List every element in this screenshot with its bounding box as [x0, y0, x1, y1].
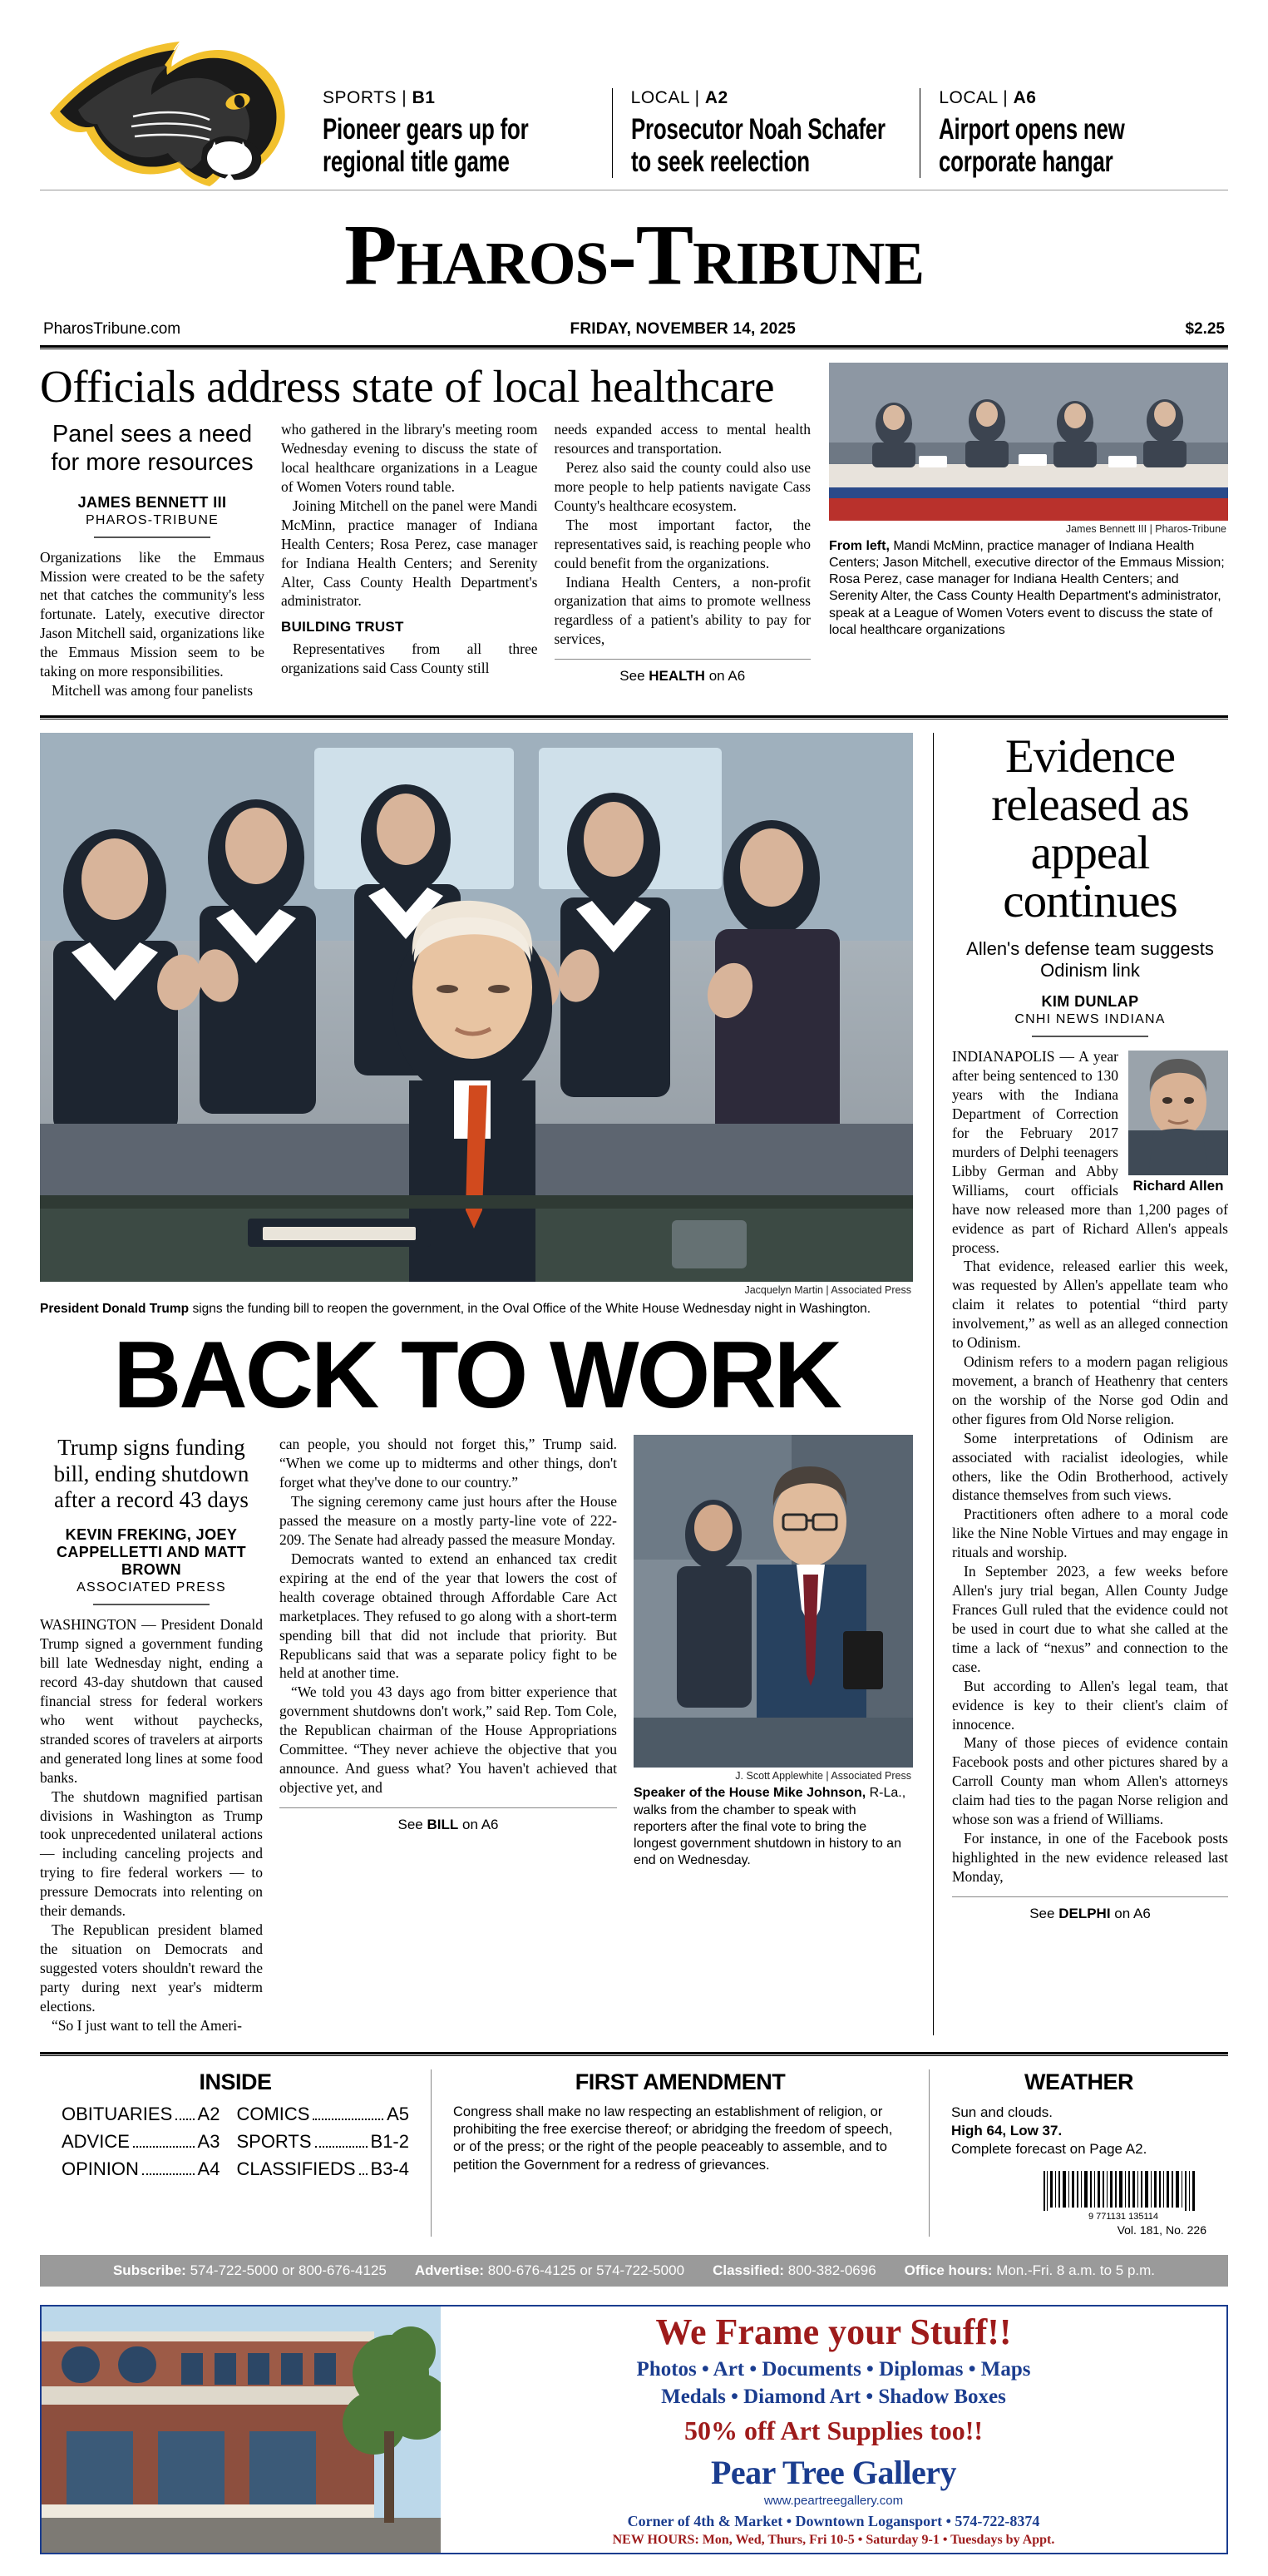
top-story-jumpline[interactable]: See HEALTH on A6	[555, 659, 812, 685]
johnson-photo-credit: J. Scott Applewhite | Associated Press	[735, 1770, 911, 1782]
subscribe-contact-bar	[40, 2255, 1228, 2287]
byline-rule	[1032, 1036, 1148, 1037]
richard-allen-mugshot-block	[1128, 1051, 1228, 1194]
ad-hours: NEW HOURS: Mon, Wed, Thurs, Fri 10-5 • Saturday 9-1 • Tuesdays by Appt.	[612, 2533, 1055, 2547]
pear-tree-gallery-ad[interactable]	[40, 2305, 1228, 2554]
mike-johnson-photo	[634, 1435, 913, 1768]
teaser-headline-sports: Pioneer gears up for regional title game	[323, 112, 529, 178]
top-story-paragraph: who gathered in the library's meeting room Wednesday evening to discuss the state of local healthcare organizations in a League of Women Voters round table.	[281, 421, 538, 495]
top-story-col-1	[40, 420, 264, 700]
panther-mascot-logo	[40, 23, 314, 190]
johnson-photo-caption: Speaker of the House Mike Johnson, R-La., walks from the chamber to speak with reporters after the final vote to bring the longest government shutdown in history to an end on Wednesday.	[634, 1786, 906, 1867]
rail-story-paragraph: INDIANAPOLIS — A year after being sentenced to 130 years with the Indiana Department of Correction for the February 2017 murders of Delphi teenagers Libby German and Abby Williams, court officials have now released more than 1,200 pages of evidence as part of Richard Allen's appeals process.	[952, 1048, 1228, 1256]
richard-allen-mugshot	[1128, 1051, 1228, 1175]
leader-dots	[315, 2146, 368, 2148]
rail-story-paragraph: Many of those pieces of evidence contain Facebook posts and other pictures shared by a Carroll County man whom Allen's attorneys claim had ties to the pagan Norse religion and whose son was a friend of Williams.	[952, 1734, 1228, 1828]
main-story-paragraph: The Republican president blamed the situation on Democrats and suggested voters shouldn't reward the party during next year's midterm elections.	[40, 1921, 263, 2015]
ad-services-line-2: Medals • Diamond Art • Shadow Boxes	[661, 2385, 1006, 2408]
teaser-headline-local-a2: Prosecutor Noah Schafer to seek reelection	[630, 112, 886, 178]
hero-photo-caption: President Donald Trump signs the funding bill to reopen the government, in the Oval Office of the White House Wednesday night in Washington.	[40, 1302, 871, 1316]
leader-dots	[359, 2173, 368, 2175]
index-item[interactable]: SPORTS B1-2	[236, 2130, 409, 2152]
ad-address: Corner of 4th & Market • Downtown Logansport • 574-722-8374	[627, 2513, 1040, 2529]
main-story-columns	[40, 1435, 913, 2035]
main-story-back-to-work	[40, 733, 913, 2035]
index-item[interactable]: COMICS A5	[236, 2103, 409, 2124]
top-story-deck: Panel sees a need for more resources	[51, 421, 254, 477]
top-story-byline: JAMES BENNETT III	[77, 493, 227, 511]
ad-services-line-1: Photos • Art • Documents • Diplomas • Maps	[636, 2358, 1031, 2381]
teaser-sports[interactable]	[314, 88, 612, 178]
top-story-text-block	[40, 363, 811, 700]
top-story-col-3	[555, 420, 812, 700]
panel-photo	[829, 363, 1228, 521]
ad-copy	[441, 2307, 1226, 2553]
top-story-paragraph: Organizations like the Emmaus Mission were created to be the safety net that catches the community's less fortunate. Lately, executive director Jason Mitchell said, organizations like the Emmaus Mission seem to be taking on more responsibilities.	[40, 548, 264, 680]
rail-story-paragraph: That evidence, released earlier this week, was requested by Allen's appellate team who claim it relates to potential “third party involvement,” as well as an alleged connection to Odinism.	[952, 1258, 1228, 1352]
teaser-kicker-sports: SPORTS | B1	[323, 87, 436, 107]
barcode	[951, 2169, 1206, 2221]
top-story-paragraph: Indiana Health Centers, a non-profit organization that aims to promote wellness regardless of a patient's ability to pay for services,	[554, 573, 811, 648]
weather-temps: High 64, Low 37.	[951, 2123, 1063, 2139]
rail-story-delphi	[933, 730, 1228, 2035]
top-story-paragraph: Representatives from all three organizations said Cass County still	[281, 640, 538, 677]
dateline-bar	[40, 317, 1228, 345]
weather-box	[929, 2069, 1228, 2237]
teaser-kicker-local-a6: LOCAL | A6	[939, 87, 1037, 107]
main-story-col-2	[279, 1435, 617, 2035]
publication-date: FRIDAY, NOVEMBER 14, 2025	[570, 320, 796, 338]
teaser-strip	[40, 0, 1228, 190]
trump-signing-photo	[40, 733, 913, 1282]
top-story-paragraph: Perez also said the county could also use more people to help patients navigate Cass County's healthcare ecosystem.	[554, 459, 811, 514]
main-content-area	[40, 730, 1228, 2035]
main-story-jumpline[interactable]: See BILL on A6	[279, 1807, 617, 1833]
top-story-paragraph: The most important factor, the representatives said, is reaching people who could benefit from the organizations.	[554, 516, 811, 571]
rail-story-deck: Allen's defense team suggests Odinism link	[966, 937, 1214, 981]
top-story-headline[interactable]: Officials address state of local healthcare	[40, 361, 775, 412]
panel-photo-caption: From left, Mandi McMinn, practice manager of Indiana Health Centers; Jason Mitchell, executive director of the Emmaus Mission; Rosa Perez, case manager for Indiana Health Centers; and Serenity Alter, the Cass County Health Department's administrator, speak at a League of Women Voters event to discuss the state of local healthcare organizations	[829, 539, 1225, 637]
leader-dots	[175, 2119, 194, 2120]
ad-website[interactable]: www.peartreegallery.com	[763, 2494, 904, 2508]
rail-story-paragraph: Some interpretations of Odinism are associated with racialist ideologies, while others, like the Odin Brotherhood, actively distance themselves from such views.	[952, 1429, 1228, 1504]
mugshot-caption: Richard Allen	[1132, 1178, 1224, 1194]
newsstand-price: $2.25	[1185, 320, 1225, 338]
dateline-divider-rule	[40, 345, 1228, 349]
rail-story-paragraph: For instance, in one of the Facebook posts highlighted in the new evidence released last Monday,	[952, 1830, 1228, 1885]
main-story-paragraph: Democrats wanted to extend an enhanced tax credit expiring at the end of the year that lowers the cost of health coverage obtained through Affordable Care Act marketplaces. They refused to go along with a short-term spending bill that did not include that priority. But Republicans said that was a separate policy fight to be held at another time.	[279, 1550, 617, 1682]
teaser-headlines	[314, 88, 1228, 190]
rail-story-byline-org: CNHI NEWS INDIANA	[1014, 1012, 1166, 1027]
teaser-local-a6[interactable]	[920, 88, 1228, 178]
rail-story-paragraph: But according to Allen's legal team, that evidence is key to their client's claim of innocence.	[952, 1677, 1228, 1733]
rail-story-byline: KIM DUNLAP	[1041, 993, 1139, 1011]
top-story-healthcare	[40, 363, 1228, 700]
main-story-col-3-photo	[634, 1435, 913, 2035]
byline-rule	[94, 536, 210, 538]
hero-photo-credit: Jacquelyn Martin | Associated Press	[744, 1284, 911, 1296]
top-story-bottom-rule	[40, 715, 1228, 719]
inside-index-box	[40, 2069, 431, 2237]
teaser-local-a2[interactable]	[612, 88, 920, 178]
barcode-digits: 9 771131 135114	[1088, 2211, 1159, 2221]
top-story-photo-block	[829, 363, 1228, 700]
ad-offer: 50% off Art Supplies too!!	[683, 2415, 984, 2445]
first-amendment-box	[431, 2069, 929, 2237]
main-story-byline-org: ASSOCIATED PRESS	[76, 1580, 226, 1595]
nameplate	[40, 190, 1228, 317]
weather-title: WEATHER	[1024, 2069, 1133, 2094]
advertise-info[interactable]: Advertise: 800-676-4125 or 574-722-5000	[414, 2262, 685, 2278]
subscribe-info[interactable]: Subscribe: 574-722-5000 or 800-676-4125	[112, 2262, 387, 2278]
weather-condition: Sun and clouds.	[951, 2104, 1053, 2120]
weather-details	[951, 2104, 1206, 2159]
gallery-storefront-photo	[42, 2307, 441, 2553]
office-hours-info: Office hours: Mon.-Fri. 8 a.m. to 5 p.m.	[904, 2262, 1156, 2278]
rail-story-jumpline[interactable]: See DELPHI on A6	[952, 1896, 1228, 1922]
advertisement-wrap	[40, 2287, 1228, 2576]
leader-dots	[313, 2119, 383, 2120]
index-item[interactable]: CLASSIFIEDS B3-4	[236, 2158, 409, 2179]
top-story-byline-org: PHAROS-TRIBUNE	[86, 512, 219, 527]
teaser-kicker-local-a2: LOCAL | A2	[630, 87, 728, 107]
top-story-paragraph: needs expanded access to mental health resources and transportation.	[554, 421, 811, 457]
main-story-deck: Trump signs funding bill, ending shutdown after a record 43 days	[53, 1435, 249, 1512]
top-story-columns	[40, 420, 811, 700]
top-story-subhead: BUILDING TRUST	[281, 619, 404, 635]
volume-issue: Vol. 181, No. 226	[1117, 2222, 1206, 2237]
first-amendment-title: FIRST AMENDMENT	[575, 2069, 786, 2094]
top-story-paragraph: Mitchell was among four panelists	[52, 682, 254, 700]
rail-story-headline[interactable]: Evidence released as appeal continues	[991, 730, 1189, 928]
rail-story-paragraph: Practitioners often adhere to a moral code like the Nine Noble Virtues and may engage in rituals and worship.	[952, 1506, 1228, 1561]
first-amendment-text: Congress shall make no law respecting an establishment of religion, or prohibiting the free exercise thereof; or abridging the freedom of speech, or of the press; or the right of the people peaceably to assemble, and to petition the Government for a redress of grievances.	[453, 2104, 893, 2173]
index-item[interactable]: OBITUARIES A2	[62, 2103, 220, 2124]
leader-dots	[133, 2146, 195, 2148]
main-story-byline: KEVIN FREKING, JOEY CAPPELLETTI AND MATT BROWN	[57, 1526, 246, 1579]
byline-rule	[93, 1604, 210, 1605]
website-url[interactable]: PharosTribune.com	[43, 320, 181, 338]
ad-business-name: Pear Tree Gallery	[710, 2454, 957, 2491]
weather-forecast-ref: Complete forecast on Page A2.	[951, 2141, 1147, 2158]
rail-story-paragraph: Odinism refers to a modern pagan religious movement, a branch of Heathenry that centers on the worship of the Norse god Odin and other figures from Old Norse religion.	[952, 1353, 1228, 1427]
panel-photo-credit: James Bennett III | Pharos-Tribune	[1065, 523, 1226, 535]
inside-index-grid	[62, 2104, 409, 2186]
top-story-paragraph: Joining Mitchell on the panel were Mandi McMinn, practice manager of Indiana Health Centers; Rosa Perez, case manager for Indiana Health Centers; and Serenity Alter, Cass County Health Department's administrator.	[281, 497, 538, 610]
rail-story-paragraph: In September 2023, a few weeks before Allen's jury trial began, Allen County Judge Frances Gull ruled that the evidence could not be used in court due to what she called at the time a lack of “nexus” and connection to the case.	[952, 1563, 1228, 1675]
top-story-col-2	[281, 420, 538, 700]
main-story-paragraph: can people, you should not forget this,” Trump said. “When we come up to midterms and other things, don't forget what they've done to our country.”	[279, 1436, 617, 1491]
main-story-paragraph: WASHINGTON — President Donald Trump signed a government funding bill late Wednesday night, ending a record 43-day shutdown that caused financial stress for federal workers who went without paychecks, stranded scores of travelers at airports and generated long lines at some food banks.	[40, 1616, 263, 1786]
main-story-paragraph: The shutdown magnified partisan divisions in Washington as Trump took unprecedented unilateral actions — including canceling projects and trying to fire federal workers — to pressure Democrats into relenting on their demands.	[40, 1787, 263, 1920]
index-item[interactable]: OPINION A4	[62, 2158, 220, 2179]
newspaper-title: Pharos-Tribune	[343, 207, 925, 303]
teaser-headline-local-a6: Airport opens new corporate hangar	[939, 112, 1125, 178]
main-story-paragraph: “We told you 43 days ago from bitter experience that government shutdowns don't work,” said Rep. Tom Cole, the Republican chairman of the House Appropriations Committee. “They never achieve the objective that you announce. And guess what? You haven't achieved that objective yet, and	[279, 1684, 617, 1796]
classified-info[interactable]: Classified: 800-382-0696	[713, 2262, 876, 2278]
index-item[interactable]: ADVICE A3	[62, 2130, 220, 2152]
main-story-col-1	[40, 1435, 263, 2035]
main-story-paragraph: The signing ceremony came just hours after the House passed the measure on a mostly party-line vote of 222-209. The Senate had already passed the measure Monday.	[279, 1493, 617, 1548]
ad-headline: We Frame your Stuff!!	[655, 2311, 1012, 2352]
inside-box-title: INSIDE	[199, 2069, 272, 2094]
bottom-info-boxes	[40, 2056, 1228, 2250]
main-banner-headline[interactable]: BACK TO WORK	[113, 1323, 840, 1429]
main-story-paragraph: “So I just want to tell the Ameri-	[52, 2016, 242, 2034]
leader-dots	[142, 2173, 195, 2175]
